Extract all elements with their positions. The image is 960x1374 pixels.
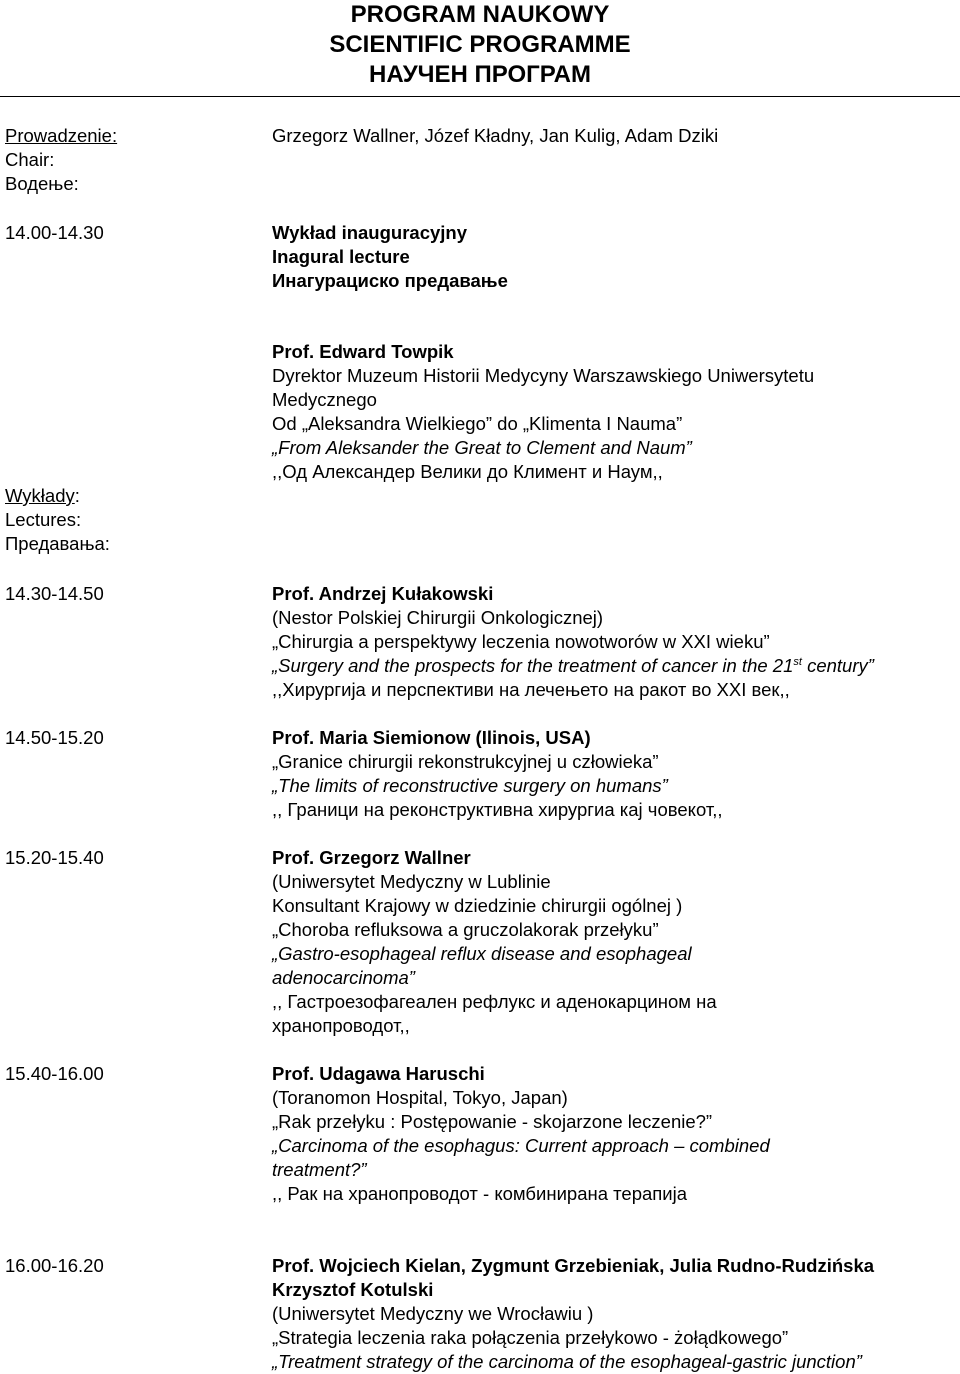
chair-label-mk: Водење: xyxy=(5,173,79,194)
speaker-name: Prof. Wojciech Kielan, Zygmunt Grzebieniak, Julia Rudno-Rudzińska xyxy=(272,1255,875,1276)
lecture-title-en: adenocarcinoma” xyxy=(272,967,415,988)
header-divider xyxy=(0,96,960,97)
talk-time: 16.00-16.20 xyxy=(5,1255,104,1276)
lecture-title-mk: ,, Гастроезофагеален рефлукс и аденокарцином на xyxy=(272,991,717,1012)
speaker-name: Prof. Grzegorz Wallner xyxy=(272,847,471,868)
lectures-label-mk: Предавања: xyxy=(5,533,110,554)
lecture-title-pl: „Granice chirurgii rekonstrukcyjnej u człowieka” xyxy=(272,751,659,772)
talk-entry xyxy=(272,726,723,822)
speaker-affiliation: (Uniwersytet Medyczny w Lublinie xyxy=(272,871,551,892)
inaugural-time: 14.00-14.30 xyxy=(5,222,104,243)
speaker-affiliation: Konsultant Krajowy w dziedzinie chirurgii ogólnej ) xyxy=(272,895,683,916)
lecture-title-mk: ,,Хирургија и перспективи на лечењето на ракот во XXI век,, xyxy=(272,679,790,700)
speaker-affiliation: (Toranomon Hospital, Tokyo, Japan) xyxy=(272,1087,568,1108)
inaugural-title-pl: Wykład inauguracyjny xyxy=(272,222,467,243)
lecture-title-en: „Carcinoma of the esophagus: Current approach – combined xyxy=(272,1135,770,1156)
lecture-title-pl: Od „Aleksandra Wielkiego” do „Klimenta I Nauma” xyxy=(272,413,683,434)
lecture-title-en: „Surgery and the prospects for the treatment of cancer in the 21st century” xyxy=(272,655,874,676)
lectures-label-en: Lectures: xyxy=(5,509,82,530)
lecture-title-mk: ,,Од Александер Велики до Климент и Наум,, xyxy=(272,461,663,482)
lecture-title-pl: „Chirurgia a perspektywy leczenia nowotworów w XXI wieku” xyxy=(272,631,770,652)
lecture-title-en: treatment?” xyxy=(272,1159,367,1180)
speaker-affiliation: Medycznego xyxy=(272,389,377,410)
header-title-mk: НАУЧЕН ПРОГРАМ xyxy=(369,61,591,88)
speaker-name: Prof. Maria Siemionow (Ilinois, USA) xyxy=(272,727,591,748)
lecture-title-mk: хранопроводот,, xyxy=(272,1015,410,1036)
inaugural-title-mk: Инагурациско предавање xyxy=(272,270,508,291)
lecture-title-mk: ,, Рак на хранопроводот - комбинирана терапија xyxy=(272,1183,688,1204)
lectures-label-pl: Wykłady: xyxy=(5,485,80,506)
header-title-en: SCIENTIFIC PROGRAMME xyxy=(329,31,631,58)
lecture-title-mk: ,, Граници на реконструктивна хирургиа кај човекот,, xyxy=(272,799,723,820)
lectures-labels xyxy=(5,484,110,556)
talk-entry xyxy=(272,1254,874,1374)
speaker-affiliation: (Nestor Polskiej Chirurgii Onkologicznej) xyxy=(272,607,604,628)
talk-entry xyxy=(272,1062,770,1206)
speaker-name: Prof. Edward Towpik xyxy=(272,341,454,362)
header-title-pl: PROGRAM NAUKOWY xyxy=(350,1,610,28)
talk-time: 14.50-15.20 xyxy=(5,727,104,748)
speaker-name: Krzysztof Kotulski xyxy=(272,1279,434,1300)
speaker-affiliation: Dyrektor Muzeum Historii Medycyny Warszawskiego Uniwersytetu xyxy=(272,365,815,386)
chair-names: Grzegorz Wallner, Józef Kładny, Jan Kulig, Adam Dziki xyxy=(272,125,719,146)
chairs-labels xyxy=(5,124,117,196)
programme-header xyxy=(0,0,960,90)
talk-entry xyxy=(272,846,717,1038)
speaker-name: Prof. Udagawa Haruschi xyxy=(272,1063,485,1084)
lecture-title-pl: „Choroba refluksowa a gruczolakorak przełyku” xyxy=(272,919,659,940)
chair-label-pl: Prowadzenie: xyxy=(5,125,118,146)
inaugural-title xyxy=(272,221,508,293)
lecture-title-en: „Treatment strategy of the carcinoma of the esophageal-gastric junction” xyxy=(272,1351,862,1372)
towpik-lecture xyxy=(272,340,814,484)
talk-time: 15.40-16.00 xyxy=(5,1063,104,1084)
talk-entry xyxy=(272,582,874,702)
inaugural-title-en: Inagural lecture xyxy=(272,246,410,267)
chair-label-en: Chair: xyxy=(5,149,55,170)
talk-time: 15.20-15.40 xyxy=(5,847,104,868)
speaker-affiliation: (Uniwersytet Medyczny we Wrocławiu ) xyxy=(272,1303,594,1324)
lecture-title-en: „The limits of reconstructive surgery on humans” xyxy=(272,775,668,796)
speaker-name: Prof. Andrzej Kułakowski xyxy=(272,583,494,604)
talk-time: 14.30-14.50 xyxy=(5,583,104,604)
lecture-title-pl: „Strategia leczenia raka połączenia przełykowo - żołądkowego” xyxy=(272,1327,789,1348)
lecture-title-en: „Gastro-esophageal reflux disease and esophageal xyxy=(272,943,692,964)
lecture-title-en: „From Aleksander the Great to Clement and Naum” xyxy=(272,437,692,458)
lecture-title-pl: „Rak przełyku : Postępowanie - skojarzone leczenie?” xyxy=(272,1111,713,1132)
